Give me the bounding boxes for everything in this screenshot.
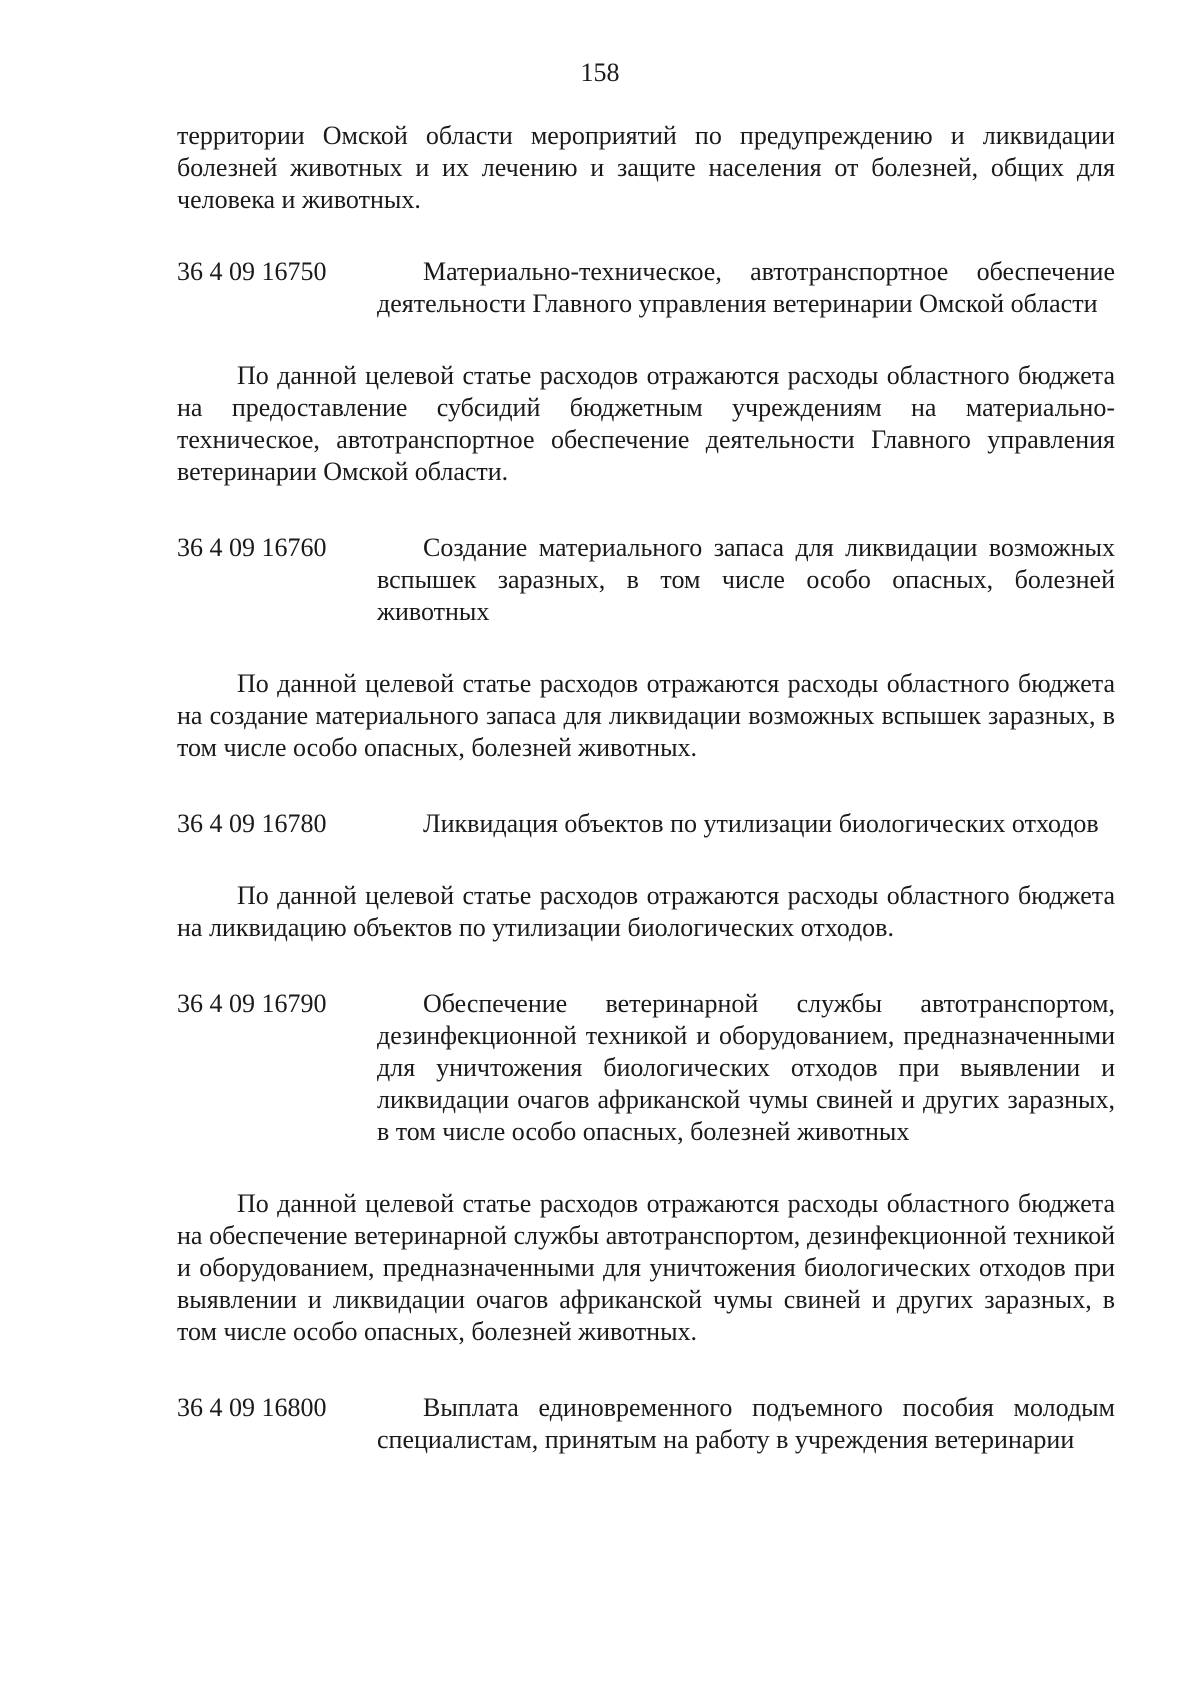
- entry-title: Ликвидация объектов по утилизации биологических отходов: [423, 809, 1099, 838]
- page-number: 158: [580, 58, 620, 87]
- budget-entry: [177, 988, 1115, 1148]
- entry-code: 36 4 09 16760: [177, 533, 327, 562]
- entry-code: 36 4 09 16750: [177, 257, 327, 286]
- document-body: [177, 120, 1115, 1496]
- entry-description: По данной целевой статье расходов отражаются расходы областного бюджета на ликвидацию объектов по утилизации биологических отходов.: [177, 881, 1115, 942]
- entry-code: 36 4 09 16800: [177, 1393, 327, 1422]
- entry-description: По данной целевой статье расходов отражаются расходы областного бюджета на обеспечение ветеринарной службы автотранспортом, дезинфекционной техникой и оборудованием, предназначенными для уничтожения биологических отходов при выявлении и ликвидации очагов африканской чумы свиней и других заразных, в том числе особо опасных, болезней животных.: [177, 1189, 1115, 1346]
- intro-paragraph: территории Омской области мероприятий по предупреждению и ликвидации болезней животных и их лечению и защите населения от болезней, общих для человека и животных.: [177, 121, 1115, 214]
- budget-entry: [177, 532, 1115, 628]
- entry-description: По данной целевой статье расходов отражаются расходы областного бюджета на предоставление субсидий бюджетным учреждениям на материально-техническое, автотранспортное обеспечение деятельности Главного управления ветеринарии Омской области.: [177, 361, 1115, 486]
- budget-entry: [177, 1392, 1115, 1456]
- entry-heading: [177, 808, 1115, 840]
- entry-code: 36 4 09 16780: [177, 809, 327, 838]
- entry-title: Обеспечение ветеринарной службы автотранспортом, дезинфекционной техникой и оборудованием, предназначенными для уничтожения биологических отходов при выявлении и ликвидации очагов африканской чумы свиней и других заразных, в том числе особо опасных, болезней животных: [377, 989, 1115, 1146]
- entry-heading: [177, 988, 1115, 1148]
- entry-title: Материально-техническое, автотранспортное обеспечение деятельности Главного управления ветеринарии Омской области: [377, 257, 1115, 318]
- entry-title: Создание материального запаса для ликвидации возможных вспышек заразных, в том числе особо опасных, болезней животных: [377, 533, 1115, 626]
- entry-code: 36 4 09 16790: [177, 989, 327, 1018]
- budget-entry: [177, 808, 1115, 840]
- entry-heading: [177, 256, 1115, 320]
- budget-entry: [177, 256, 1115, 320]
- entry-description: По данной целевой статье расходов отражаются расходы областного бюджета на создание материального запаса для ликвидации возможных вспышек заразных, в том числе особо опасных, болезней животных.: [177, 669, 1115, 762]
- entry-heading: [177, 1392, 1115, 1456]
- entry-title: Выплата единовременного подъемного пособия молодым специалистам, принятым на работу в учреждения ветеринарии: [377, 1393, 1115, 1454]
- entry-heading: [177, 532, 1115, 628]
